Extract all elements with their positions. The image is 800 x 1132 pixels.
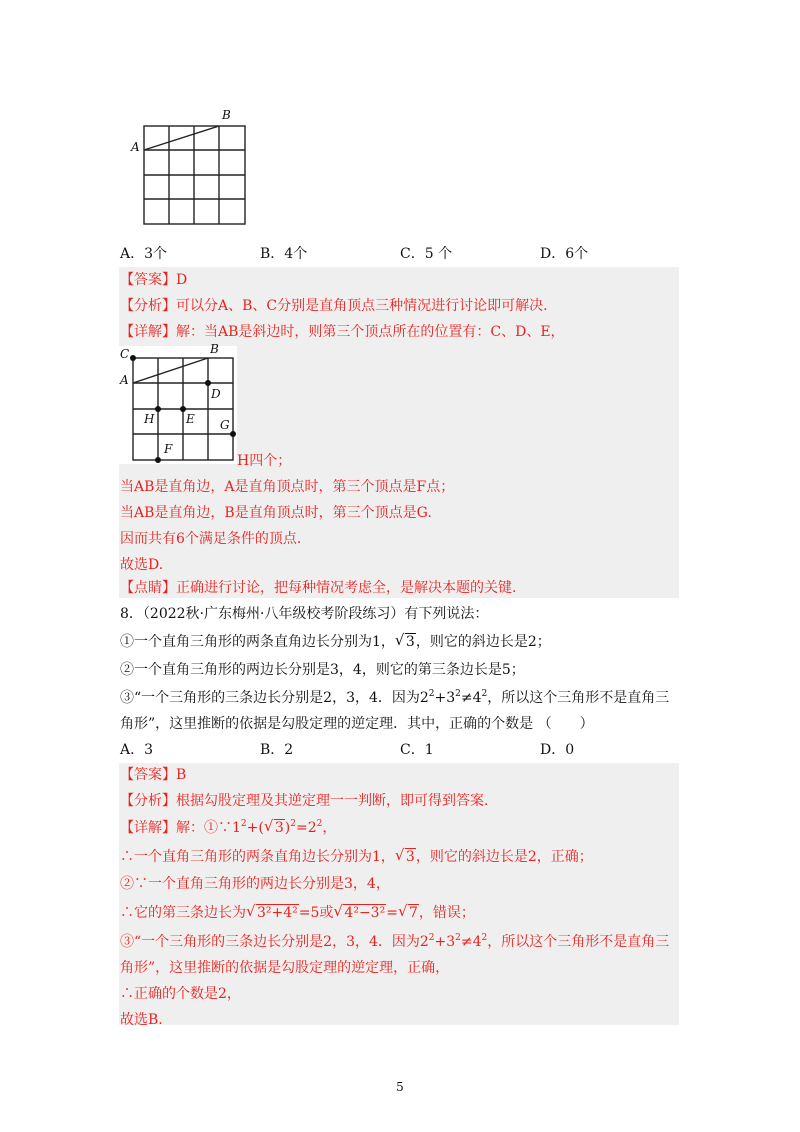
q7-analysis	[120, 296, 548, 316]
q8-l4-mid1: +3	[434, 934, 456, 950]
grid2-label-b: B	[210, 342, 219, 356]
q8-answer	[120, 765, 186, 785]
q8-line-1	[120, 847, 593, 867]
q8-l4-sup: 2	[428, 933, 435, 943]
q8-option-c: C．1	[400, 742, 434, 758]
page-number: 5	[396, 1080, 404, 1094]
sqrt-symbol	[265, 818, 285, 838]
q8-l1-pre: ∴一个直角三角形的两条直角边长分别为1，	[120, 849, 395, 865]
sqrt-symbol	[247, 903, 299, 923]
grid1-label-b: B	[222, 108, 231, 122]
q8-s1-pre: ①一个直角三角形的两条直角边长分别为1，	[120, 634, 395, 650]
q8-option-a: A．3	[120, 742, 154, 758]
q7-answer	[120, 270, 187, 290]
q8-analysis	[120, 791, 488, 811]
q8-statement-3	[120, 688, 669, 708]
q7-option-c: C．5 个	[400, 246, 453, 262]
q8-line-7: 故选B.	[120, 1012, 163, 1028]
q8-answer-tag: 【答案】	[120, 767, 176, 783]
q8-analysis-tag: 【分析】	[120, 793, 176, 809]
grid2-label-e: E	[186, 412, 195, 426]
grid2-label-g: G	[220, 418, 230, 432]
grid2-label-f: F	[164, 442, 173, 456]
q8-detail-sup: 2	[316, 819, 323, 829]
q8-detail-post: =2	[295, 820, 317, 836]
q7-comment	[120, 578, 516, 598]
q8-l3-mid: =5或	[298, 905, 334, 921]
q8-s1-rad: 3	[405, 634, 415, 650]
q8-l1-post: ，则它的斜边长是2，正确；	[415, 849, 593, 865]
q8-s1-post: ，则它的斜边长是2；	[415, 634, 551, 650]
grid-figure-1	[120, 108, 260, 228]
q8-s3-post: ，所以这个三角形不是直角三	[487, 690, 670, 706]
q7-option-a: A．3个	[120, 246, 168, 262]
grid1-label-a: A	[131, 140, 140, 154]
q8-s3-sup: 2	[481, 689, 488, 699]
q8-l4-post: ，所以这个三角形不是直角三	[487, 934, 670, 950]
q7-detail	[120, 322, 565, 342]
q8-detail-tag: 【详解】	[120, 820, 176, 836]
q8-detail-comma: ，	[322, 820, 337, 836]
q7-line-d: 故选D.	[120, 557, 164, 573]
q7-analysis-text: 可以分A、B、C分别是直角顶点三种情况进行讨论即可解决.	[176, 298, 548, 314]
sqrt-symbol	[399, 903, 419, 923]
q8-detail-sup: 2	[240, 819, 247, 829]
q7-comment-tag: 【点睛】	[120, 580, 176, 596]
q8-stem: 8．（2022秋·广东梅州·八年级校考阶段练习）有下列说法：	[120, 606, 489, 622]
sqrt-symbol	[396, 632, 416, 652]
q8-detail-pre: 解：①∵1	[176, 820, 241, 836]
q8-line-6: ∴正确的个数是2，	[120, 986, 241, 1002]
q8-s3-sup: 2	[428, 689, 435, 699]
q7-answer-tag: 【答案】	[120, 272, 176, 288]
point-c	[130, 355, 136, 361]
q8-detail	[120, 818, 336, 838]
q7-detail-text: 解：当AB是斜边时，则第三个顶点所在的位置有：C、D、E，	[176, 324, 565, 340]
point-d	[205, 380, 211, 386]
q8-statement-3-cont: 角形”，这里推断的依据是勾股定理的逆定理．其中，正确的个数是 （ ）	[120, 716, 594, 732]
q8-l3-post: ，错误；	[418, 905, 475, 921]
q8-detail-mid: +(	[246, 820, 264, 836]
q8-statement-2: ②一个直角三角形的两边长分别是3，4，则它的第三条边长是5；	[120, 662, 525, 678]
q8-l3-r1: 3²+4²	[257, 905, 298, 921]
q8-s3-mid2: ≠4	[460, 690, 482, 706]
q8-s3-sup: 2	[455, 689, 461, 699]
q8-detail-rad: 3	[274, 820, 284, 836]
q8-option-b: B．2	[260, 742, 294, 758]
point-f	[155, 457, 161, 463]
q8-option-d: D．0	[540, 742, 575, 758]
q8-line-3	[120, 903, 475, 923]
q8-l3-mid2: =	[386, 905, 398, 921]
q7-h-four: H四个；	[237, 453, 292, 469]
q8-l3-pre: ∴它的第三条边长为	[120, 905, 246, 921]
point-g	[230, 431, 236, 437]
q8-line-5: 角形”，这里推断的依据是勾股定理的逆定理，正确，	[120, 960, 450, 976]
q8-s3-pre: ③“一个三角形的三条边长分别是2，3，4．因为2	[120, 690, 429, 706]
grid2-label-a: A	[120, 373, 129, 387]
point-h	[155, 406, 161, 412]
grid2-label-h: H	[144, 412, 155, 426]
q7-answer-value: D	[176, 272, 188, 288]
grid2-label-d: D	[211, 387, 221, 401]
q8-line-4	[120, 932, 669, 952]
q8-l4-mid2: ≠4	[460, 934, 482, 950]
grid2-label-c: C	[120, 347, 130, 361]
q7-comment-text: 正确进行讨论，把每种情况考虑全，是解决本题的关键.	[176, 580, 517, 596]
q8-answer-value: B	[176, 767, 187, 783]
q8-l3-r2: 4²−3²	[344, 905, 386, 921]
q7-line-c: 因而共有6个满足条件的顶点.	[120, 531, 302, 547]
q8-s3-mid1: +3	[434, 690, 456, 706]
q8-l4-sup: 2	[481, 933, 488, 943]
q8-statement-1	[120, 632, 551, 652]
q7-detail-tag: 【详解】	[120, 324, 176, 340]
q7-line-a: 当AB是直角边，A是直角顶点时，第三个顶点是F点；	[120, 479, 455, 495]
q8-detail-mid2: )	[284, 820, 291, 836]
q8-detail-sup: 2	[290, 819, 296, 829]
q8-l1-rad: 3	[405, 849, 415, 865]
q7-option-d: D．6个	[540, 246, 589, 262]
q8-analysis-text: 根据勾股定理及其逆定理一一判断，即可得到答案.	[176, 793, 489, 809]
q8-l4-pre: ③“一个三角形的三条边长分别是2，3，4．因为2	[120, 934, 429, 950]
q8-l4-sup: 2	[455, 933, 461, 943]
q8-l3-r3: 7	[408, 905, 418, 921]
q7-option-b: B．4个	[260, 246, 308, 262]
sqrt-symbol	[334, 903, 386, 923]
grid-figure-2	[119, 346, 237, 464]
sqrt-symbol	[396, 847, 416, 867]
q7-line-b: 当AB是直角边，B是直角顶点时，第三个顶点是G.	[120, 505, 432, 521]
q7-analysis-tag: 【分析】	[120, 298, 176, 314]
q8-line-2: ②∵一个直角三角形的两边长分别是3，4，	[120, 876, 390, 892]
